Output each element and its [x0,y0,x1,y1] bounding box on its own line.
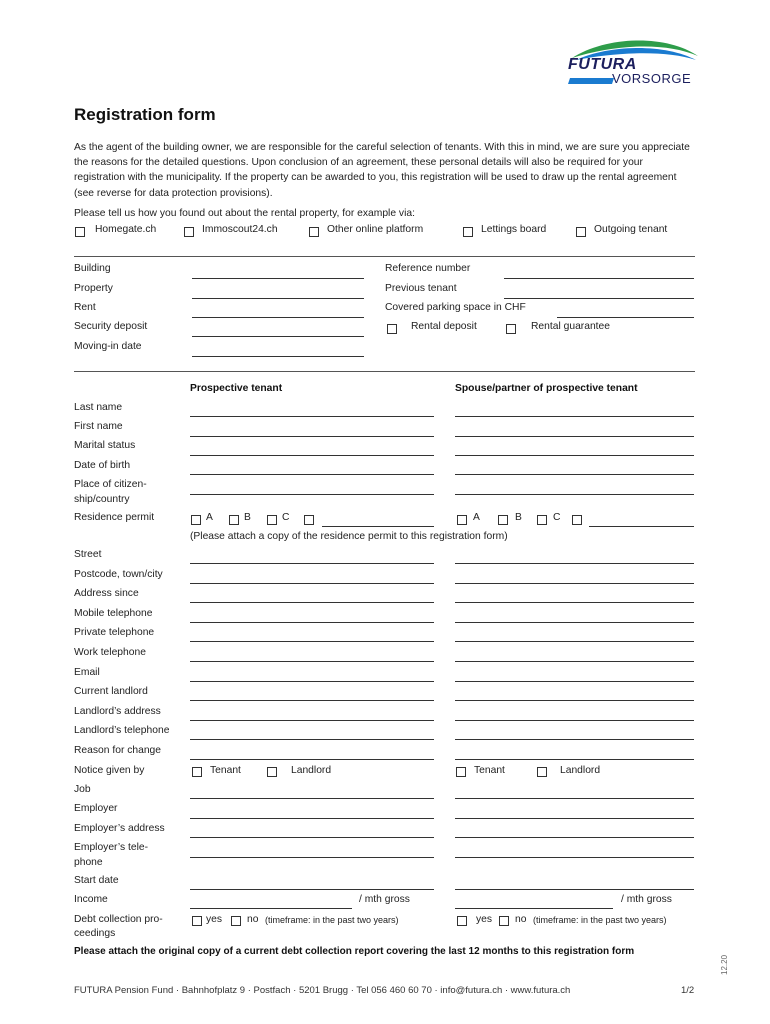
page-number: 1/2 [681,985,695,996]
partner-employer-address-field[interactable] [455,837,694,838]
tenant-contact-field[interactable] [190,700,434,701]
debt-yes-label: yes [476,914,493,925]
logo-brand: FUTURA [568,56,637,73]
partner-employer-field[interactable] [455,818,694,819]
rental-deposit-label: Rental deposit [411,321,477,332]
tenant-notice-landlord-checkbox[interactable] [267,767,277,777]
attach-note: Please attach the original copy of a current debt collection report covering the last 12 months to this registration form [74,946,635,957]
contact-label: Street [74,549,102,560]
property-label: Property [74,283,113,294]
debt-timeframe: (timeframe: in the past two years) [533,915,667,925]
tenant-notice-tenant-checkbox[interactable] [192,767,202,777]
tenant-contact-field[interactable] [190,720,434,721]
contact-label: Current landlord [74,686,148,697]
permit-c-label: C [553,512,561,523]
partner-first-name-field[interactable] [455,436,694,437]
property-field[interactable] [192,298,364,299]
partner-permit-a-checkbox[interactable] [457,515,467,525]
notice-landlord-label: Landlord [560,765,601,776]
previous-tenant-field[interactable] [504,298,694,299]
tenant-contact-field[interactable] [190,563,434,564]
checkbox-other-platform[interactable] [309,227,319,237]
last-name-label: Last name [74,402,123,413]
debt-no-label: no [515,914,527,925]
partner-job-field[interactable] [455,798,694,799]
partner-contact-field[interactable] [455,700,694,701]
debt-yes-label: yes [206,914,223,925]
partner-permit-other-checkbox[interactable] [572,515,582,525]
tenant-start-date-field[interactable] [190,889,434,890]
tenant-employer-address-field[interactable] [190,837,434,838]
tenant-column-header: Prospective tenant [190,383,283,394]
tenant-contact-field[interactable] [190,583,434,584]
checkbox-immoscout[interactable] [184,227,194,237]
tenant-job-field[interactable] [190,798,434,799]
logo-sub: VORSORGE [612,71,692,86]
partner-contact-field[interactable] [455,759,694,760]
tenant-contact-field[interactable] [190,739,434,740]
parking-label: Covered parking space in CHF [385,302,526,313]
residence-permit-label: Residence permit [74,512,155,523]
dob-label: Date of birth [74,460,131,471]
employer-label: Employer [74,803,118,814]
tenant-income-field[interactable] [190,908,352,909]
contact-label: Landlord’s address [74,706,161,717]
citizenship-label-1: Place of citizen- [74,479,147,490]
employer-address-label: Employer’s address [74,823,165,834]
source-label: Outgoing tenant [594,224,668,235]
tenant-contact-field[interactable] [190,622,434,623]
reference-label: Reference number [385,263,471,274]
partner-notice-landlord-checkbox[interactable] [537,767,547,777]
checkbox-lettings-board[interactable] [463,227,473,237]
partner-employer-phone-field[interactable] [455,857,694,858]
building-field[interactable] [192,278,364,279]
previous-tenant-label: Previous tenant [385,283,457,294]
tenant-contact-field[interactable] [190,641,434,642]
moving-in-field[interactable] [192,356,364,357]
page-title: Registration form [74,105,216,124]
tenant-permit-b-checkbox[interactable] [229,515,239,525]
permit-note: (Please attach a copy of the residence permit to this registration form) [190,531,508,542]
partner-last-name-field[interactable] [455,416,694,417]
contact-label: Private telephone [74,627,155,638]
checkbox-rental-deposit[interactable] [387,324,397,334]
tenant-first-name-field[interactable] [190,436,434,437]
tenant-contact-field[interactable] [190,602,434,603]
partner-column-header: Spouse/partner of prospective tenant [455,383,638,394]
job-label: Job [74,784,91,795]
tenant-permit-c-checkbox[interactable] [267,515,277,525]
reference-field[interactable] [504,278,694,279]
tenant-contact-field[interactable] [190,661,434,662]
tenant-marital-field[interactable] [190,455,434,456]
security-deposit-field[interactable] [192,336,364,337]
checkbox-rental-guarantee[interactable] [506,324,516,334]
tenant-citizenship-field[interactable] [190,494,434,495]
notice-landlord-label: Landlord [291,765,332,776]
partner-income-field[interactable] [455,908,613,909]
checkbox-homegate[interactable] [75,227,85,237]
partner-debt-no-checkbox[interactable] [499,916,509,926]
contact-label: Reason for change [74,745,162,756]
tenant-permit-other-field[interactable] [322,526,434,527]
partner-citizenship-field[interactable] [455,494,694,495]
partner-contact-field[interactable] [455,641,694,642]
moving-in-label: Moving-in date [74,341,142,352]
tenant-dob-field[interactable] [190,474,434,475]
partner-permit-other-field[interactable] [589,526,694,527]
tenant-employer-phone-field[interactable] [190,857,434,858]
employer-phone-label-1: Employer’s tele- [74,842,149,853]
marital-status-label: Marital status [74,440,136,451]
partner-debt-yes-checkbox[interactable] [457,916,467,926]
permit-b-label: B [515,512,522,523]
partner-start-date-field[interactable] [455,889,694,890]
start-date-label: Start date [74,875,119,886]
permit-b-label: B [244,512,251,523]
first-name-label: First name [74,421,123,432]
rent-label: Rent [74,302,96,313]
notice-label: Notice given by [74,765,145,776]
section-divider [74,256,695,257]
partner-contact-field[interactable] [455,681,694,682]
partner-contact-field[interactable] [455,739,694,740]
employer-phone-label-2: phone [74,857,103,868]
partner-permit-b-checkbox[interactable] [498,515,508,525]
tenant-permit-a-checkbox[interactable] [191,515,201,525]
checkbox-outgoing-tenant[interactable] [576,227,586,237]
tenant-contact-field[interactable] [190,759,434,760]
rental-guarantee-label: Rental guarantee [531,321,611,332]
partner-contact-field[interactable] [455,563,694,564]
version-code: 12.20 [720,954,729,975]
income-label: Income [74,894,108,905]
permit-c-label: C [282,512,290,523]
income-unit: / mth gross [621,894,672,905]
permit-a-label: A [206,512,213,523]
partner-permit-c-checkbox[interactable] [537,515,547,525]
footer-address: FUTURA Pension Fund · Bahnhofplatz 9 · Postfach · 5201 Brugg · Tel 056 460 60 70 · info@futura.ch · www.futura.ch [74,985,571,996]
source-prompt: Please tell us how you found out about the rental property, for example via: [74,208,415,219]
partner-marital-field[interactable] [455,455,694,456]
debt-label-2: ceedings [74,928,116,939]
partner-notice-tenant-checkbox[interactable] [456,767,466,777]
building-label: Building [74,263,111,274]
tenant-last-name-field[interactable] [190,416,434,417]
source-label: Other online platform [327,224,424,235]
source-label: Lettings board [481,224,547,235]
tenant-debt-no-checkbox[interactable] [231,916,241,926]
partner-dob-field[interactable] [455,474,694,475]
partner-contact-field[interactable] [455,622,694,623]
debt-no-label: no [247,914,259,925]
partner-contact-field[interactable] [455,602,694,603]
contact-label: Email [74,667,100,678]
source-label: Immoscout24.ch [202,224,278,235]
citizenship-label-2: ship/country [74,494,130,505]
permit-a-label: A [473,512,480,523]
parking-field[interactable] [557,317,694,318]
tenant-debt-yes-checkbox[interactable] [192,916,202,926]
source-label: Homegate.ch [95,224,157,235]
partner-contact-field[interactable] [455,720,694,721]
security-deposit-label: Security deposit [74,321,148,332]
partner-contact-field[interactable] [455,583,694,584]
section-divider [74,371,695,372]
tenant-permit-other-checkbox[interactable] [304,515,314,525]
contact-label: Landlord’s telephone [74,725,170,736]
partner-contact-field[interactable] [455,661,694,662]
notice-tenant-label: Tenant [474,765,505,776]
tenant-employer-field[interactable] [190,818,434,819]
rent-field[interactable] [192,317,364,318]
contact-label: Postcode, town/city [74,569,163,580]
tenant-contact-field[interactable] [190,681,434,682]
debt-timeframe: (timeframe: in the past two years) [265,915,399,925]
income-unit: / mth gross [359,894,410,905]
contact-label: Mobile telephone [74,608,153,619]
contact-label: Address since [74,588,139,599]
debt-label-1: Debt collection pro- [74,914,163,925]
contact-label: Work telephone [74,647,146,658]
notice-tenant-label: Tenant [210,765,241,776]
intro-paragraph: As the agent of the building owner, we are responsible for the careful selection of tenants. With this in mind, we are sure you appreciate the reasons for the detailed questions. Upon conclusion of an agreement, these personal details will also be required for your registration with the municipality. If the property can be awarded to you, this registration will be used to draw up the rental agreement (see reverse for data protection provisions). [74,142,690,199]
